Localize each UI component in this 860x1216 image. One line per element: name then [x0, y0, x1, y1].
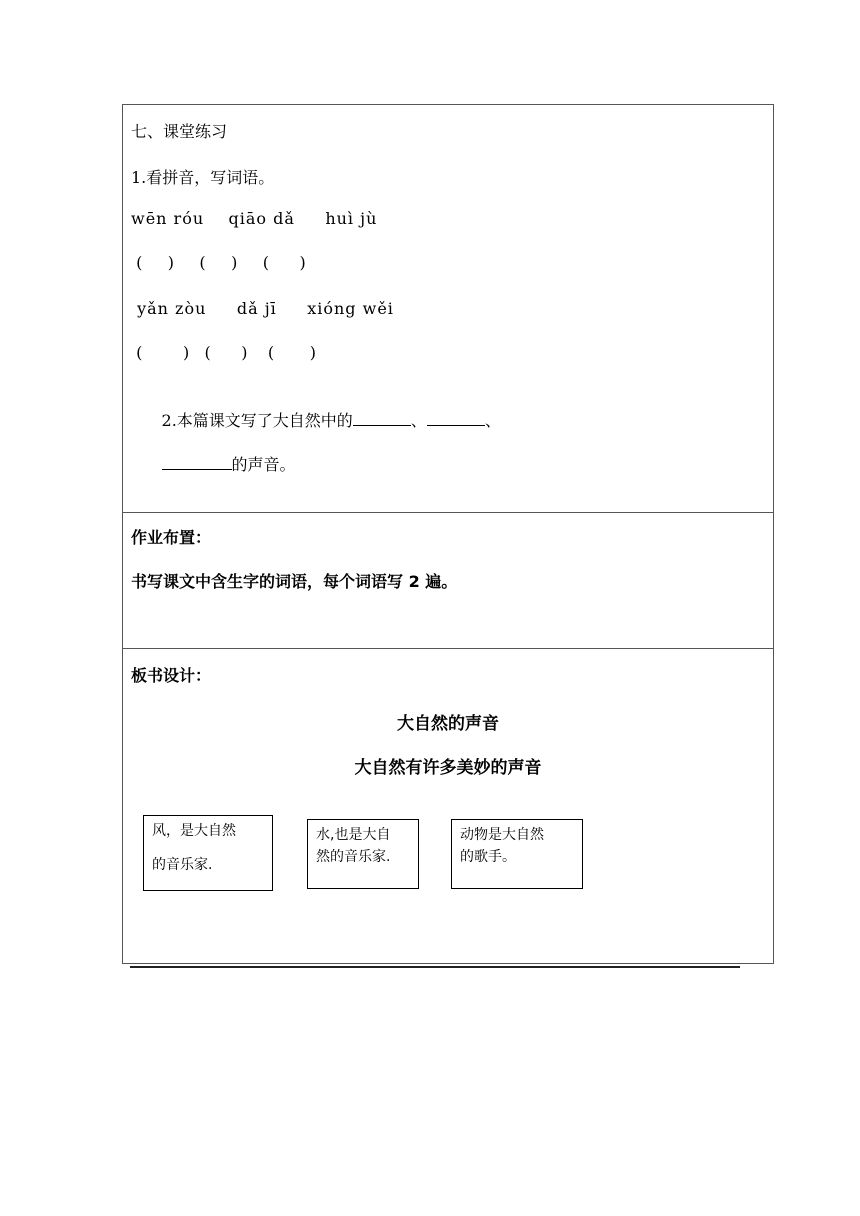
question-2-separator-2: 、 — [484, 411, 501, 430]
question-2-prefix: 2.本篇课文写了大自然中的 — [161, 411, 353, 430]
homework-section — [123, 513, 773, 649]
board-box-animals — [451, 819, 583, 889]
bottom-rule — [130, 966, 740, 968]
answer-blank-2[interactable] — [427, 411, 485, 426]
question-2-continuation — [131, 433, 296, 494]
board-box-wind-line-2: 的音乐家. — [152, 857, 213, 873]
board-box-animals-line-2: 的歌手。 — [460, 849, 516, 865]
question-1-title: 1.看拼音，写词语。 — [131, 168, 275, 187]
classroom-exercise-section — [123, 105, 773, 513]
brackets-row-1: ( ) ( ) ( ) — [131, 253, 306, 272]
board-box-water-line-2: 然的音乐家. — [316, 849, 391, 865]
homework-title: 作业布置： — [131, 528, 212, 547]
board-box-animals-line-1: 动物是大自然 — [460, 827, 544, 843]
brackets-row-2: ( ) ( ) ( ) — [131, 343, 316, 362]
pinyin-row-2: yǎn zòu dǎ jī xióng wěi — [131, 299, 394, 318]
board-box-wind-line-1: 风，是大自然 — [152, 823, 236, 839]
question-2-suffix: 的声音。 — [231, 455, 296, 474]
board-box-wind — [143, 815, 273, 891]
board-box-water-line-1: 水,也是大自 — [316, 827, 391, 843]
board-box-water — [307, 819, 419, 889]
answer-blank-1[interactable] — [353, 411, 411, 426]
pinyin-row-1: wēn róu qiāo dǎ huì jù — [131, 209, 378, 228]
lesson-plan-table — [122, 104, 774, 964]
board-heading-2: 大自然有许多美妙的声音 — [354, 758, 542, 778]
board-design-title: 板书设计： — [131, 666, 212, 685]
exercise-heading: 七、课堂练习 — [131, 122, 228, 141]
board-design-section — [123, 649, 773, 965]
question-2-separator-1: 、 — [410, 411, 427, 430]
answer-blank-3[interactable] — [162, 455, 232, 470]
homework-content: 书写课文中含生字的词语，每个词语写 2 遍。 — [131, 572, 458, 591]
board-heading-1: 大自然的声音 — [397, 714, 499, 734]
